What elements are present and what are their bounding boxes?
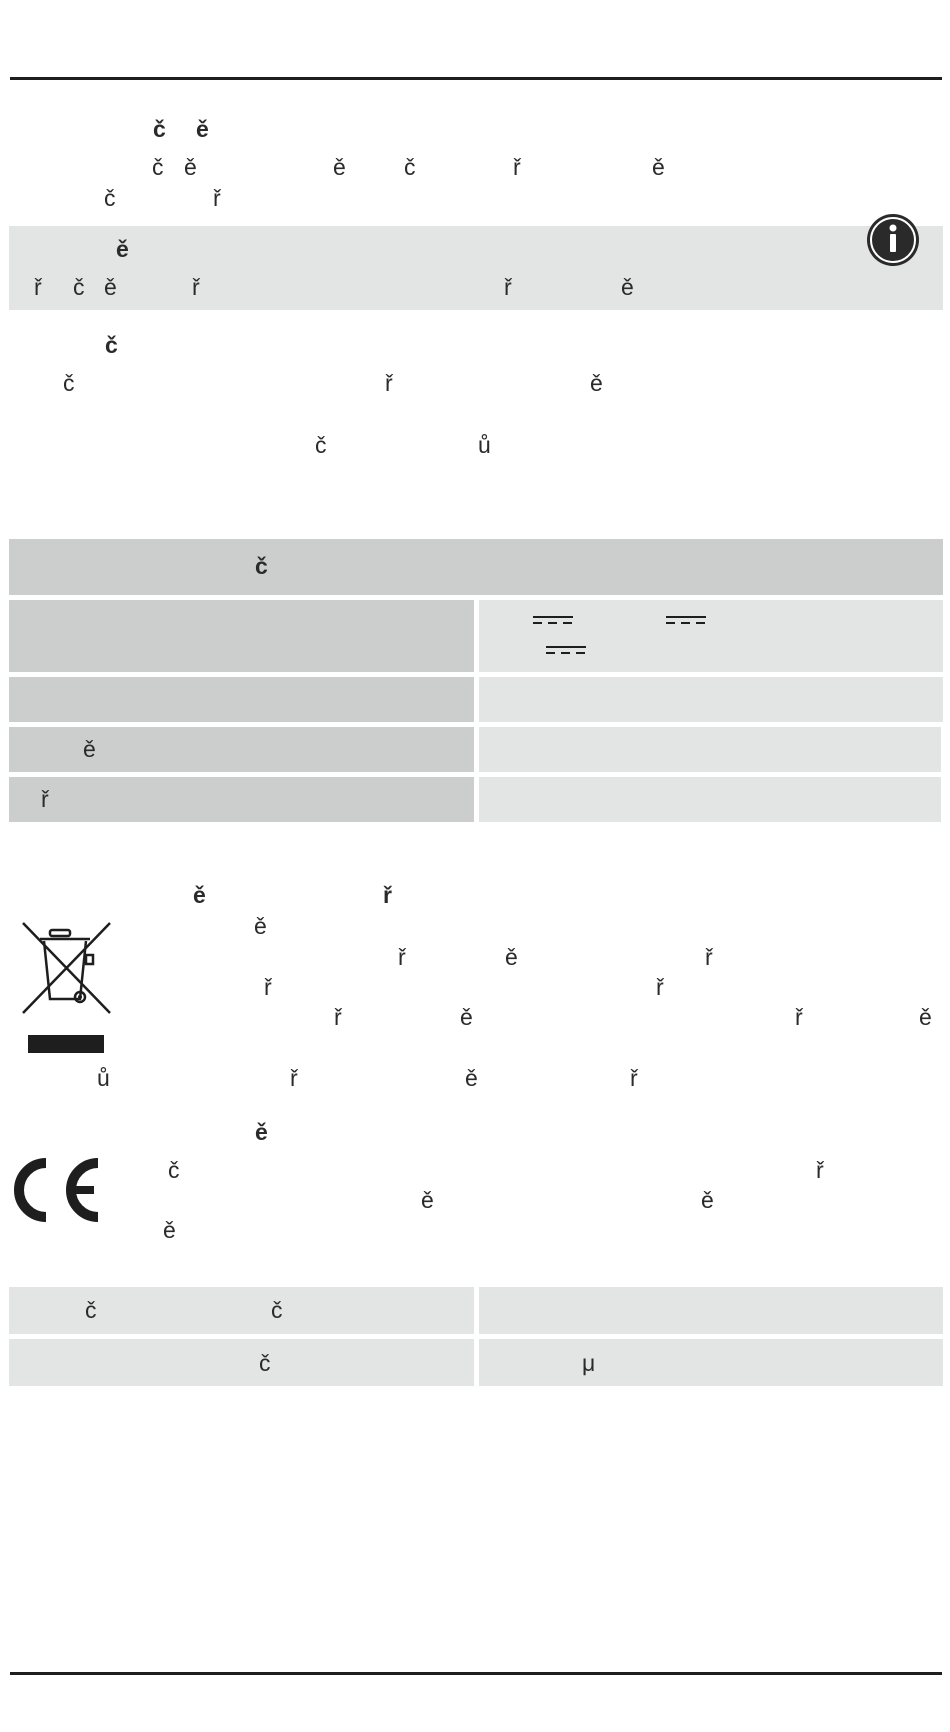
section-usage-text-char: č: [315, 432, 327, 458]
section-disposal-text-char: ř: [795, 1004, 803, 1030]
section-disposal-text-char: ř: [334, 1004, 342, 1030]
info-box-text-char: ě: [104, 274, 117, 300]
specs-table-label-char: ř: [41, 786, 49, 812]
section-disposal-text-char: ě: [254, 913, 267, 939]
section-intro-text-char: ě: [652, 154, 665, 180]
section-intro-text-char: ř: [213, 185, 221, 211]
info-box: [9, 226, 943, 310]
radio-table-row-value: [479, 1287, 943, 1334]
section-disposal-text-char: ř: [264, 974, 272, 1000]
section-usage-text-char: č: [63, 370, 75, 396]
info-box-text-char: ř: [504, 274, 512, 300]
info-box-text-char: č: [73, 274, 85, 300]
specs-table-label-char: ě: [83, 736, 96, 762]
radio-table-row-label: [9, 1339, 474, 1386]
section-usage-text-char: ě: [590, 370, 603, 396]
section-usage-text-char: ř: [385, 370, 393, 396]
section-disposal-text-char: ř: [630, 1065, 638, 1091]
radio-table-value-char: μ: [582, 1350, 596, 1376]
info-box-text-char: ř: [192, 274, 200, 300]
section-conformity-text-char: č: [168, 1157, 180, 1183]
section-intro-text-char: č: [104, 185, 116, 211]
specs-table-row-label: [9, 600, 474, 672]
section-disposal-text-char: ř: [398, 944, 406, 970]
info-icon: [865, 212, 921, 268]
specs-table-row-label: [9, 777, 474, 822]
specs-table-row-label: [9, 727, 474, 772]
section-intro-text-char: ř: [513, 154, 521, 180]
section-usage-heading-char: č: [105, 332, 118, 358]
specs-table-row-value: [479, 727, 941, 772]
radio-table-row-value: [479, 1339, 943, 1386]
dc-symbol-icon: [546, 646, 586, 654]
section-disposal-text-char: ů: [97, 1065, 110, 1091]
radio-table-label-char: č: [259, 1350, 271, 1376]
radio-table-row-label: [9, 1287, 474, 1334]
section-intro-text-char: ě: [333, 154, 346, 180]
section-intro-heading-char: č: [153, 116, 166, 142]
section-disposal-text-char: ě: [919, 1004, 932, 1030]
section-usage-text-char: ů: [478, 432, 491, 458]
dc-symbol-icon: [666, 616, 706, 624]
section-disposal-text-char: ě: [505, 944, 518, 970]
section-disposal-heading-char: ě: [193, 882, 206, 908]
specs-table-row-label: [9, 677, 474, 722]
section-conformity-text-char: ř: [816, 1157, 824, 1183]
section-disposal-text-char: ě: [460, 1004, 473, 1030]
info-box-text-char: ř: [34, 274, 42, 300]
info-box-heading-char: ě: [116, 236, 129, 262]
info-box-text-char: ě: [621, 274, 634, 300]
section-disposal-heading-char: ř: [383, 882, 392, 908]
radio-table-label-char: č: [85, 1297, 97, 1323]
specs-table-row-value: [479, 777, 941, 822]
radio-table-label-char: č: [271, 1297, 283, 1323]
specs-table-row-value: [479, 677, 943, 722]
section-intro-heading-char: ě: [196, 116, 209, 142]
section-disposal-text-char: ě: [465, 1065, 478, 1091]
specs-table-header-char: č: [255, 553, 268, 579]
section-disposal-text-char: ř: [705, 944, 713, 970]
section-intro-text-char: č: [404, 154, 416, 180]
ce-mark-icon: [8, 1157, 100, 1223]
specs-table-header: [9, 539, 943, 595]
bottom-rule: [10, 1672, 942, 1675]
section-disposal-text-char: ř: [656, 974, 664, 1000]
specs-table-row-value: [479, 600, 943, 672]
section-intro-text-char: č: [152, 154, 164, 180]
weee-crossed-bin-icon: [18, 915, 118, 1055]
section-conformity-text-char: ě: [163, 1217, 176, 1243]
dc-symbol-icon: [533, 616, 573, 624]
section-conformity-heading-char: ě: [255, 1119, 268, 1145]
top-rule: [10, 77, 942, 80]
section-disposal-text-char: ř: [290, 1065, 298, 1091]
section-conformity-text-char: ě: [421, 1187, 434, 1213]
section-conformity-text-char: ě: [701, 1187, 714, 1213]
section-intro-text-char: ě: [184, 154, 197, 180]
